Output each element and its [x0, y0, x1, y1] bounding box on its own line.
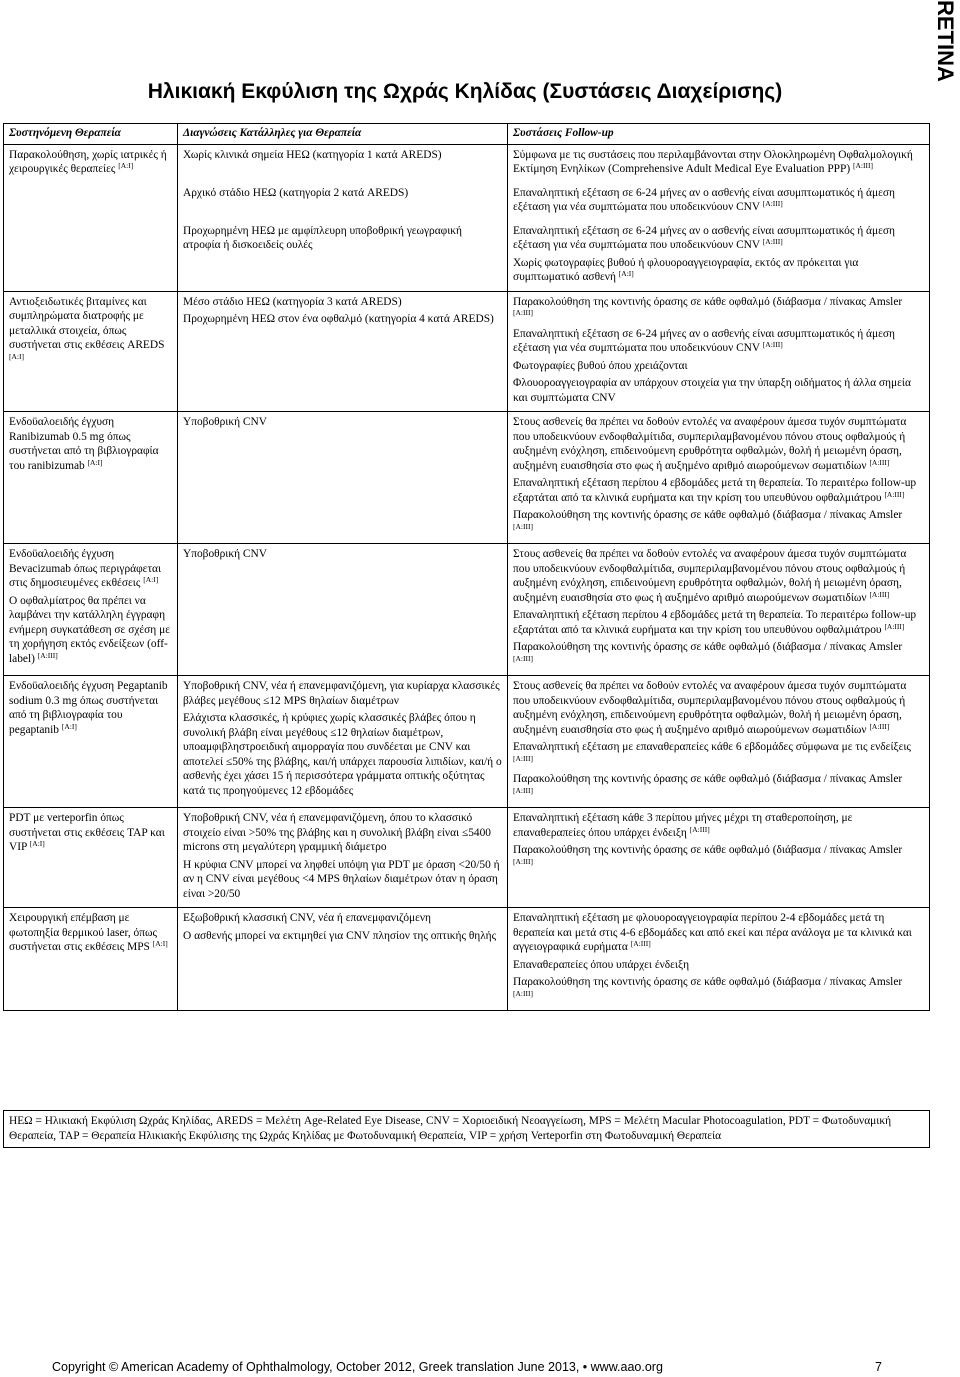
table-row	[4, 183, 930, 221]
table-header-row	[4, 124, 930, 145]
evidence-rating: [A:III]	[869, 589, 890, 599]
management-table	[3, 123, 930, 1011]
paragraph-text: Εξωβοθρική κλασσική CNV, νέα ή επανεμφανιζόμενη	[183, 912, 432, 924]
cell-paragraph	[513, 740, 924, 769]
evidence-rating: [A:I]	[9, 351, 24, 361]
paragraph-text: Επαναληπτική εξέταση με επαναθεραπείες κάθε 6 εβδομάδες σύμφωνα με τις ενδείξεις	[513, 741, 911, 753]
cell-paragraph	[183, 312, 502, 327]
paragraph-text: Φλουοροαγγειογραφία αν υπάρχουν στοιχεία για την ύπαρξη οιδήματος ή άλλα σημεία και συμπτώματα CNV	[513, 377, 911, 404]
evidence-rating: [A:III]	[869, 721, 890, 731]
paragraph-text: Στους ασθενείς θα πρέπει να δοθούν εντολές να αναφέρουν άμεσα τυχόν συμπτώματα που υποδεικνύουν ενδοφθαλμίτιδα, συμπεριλαμβανομένου πόνου στους οφθαλμούς ή αυξημένη ενόχληση, επιδεινούμενη ερυθρότητα οφθαλμών, θολή ή μειωμένη όραση, αυξημένη ευαισθησία στο φως ή αυξημένο αριθμό αιωρούμενων σωματιδίων	[513, 680, 907, 736]
evidence-rating: [A:I]	[618, 269, 634, 278]
paragraph-text: Χειρουργική επέμβαση με φωτοπηξία θερμικού laser, όπως συστήνεται στις εκθέσεις MPS	[9, 912, 157, 953]
cell-paragraph	[513, 224, 924, 253]
cell-paragraph	[513, 640, 924, 669]
cell-paragraph	[183, 711, 502, 798]
cell-paragraph	[513, 911, 924, 955]
cell-paragraph	[183, 929, 502, 944]
diagnosis-cell	[178, 676, 508, 808]
paragraph-text: Ενδοϋαλοειδής έγχυση Bevacizumab όπως περιγράφεται στις δημοσιευμένες εκθέσεις	[9, 548, 162, 589]
cell-paragraph	[513, 256, 924, 285]
table-row	[4, 144, 930, 183]
treatment-cell	[4, 808, 178, 908]
cell-paragraph	[513, 811, 924, 840]
cell-paragraph	[183, 186, 502, 201]
paragraph-text: Παρακολούθηση της κοντινής όρασης σε κάθε οφθαλμό (διάβασμα / πίνακας Amsler	[513, 844, 903, 856]
paragraph-text: Παρακολούθηση, χωρίς ιατρικές ή χειρουργικές θεραπείες	[9, 148, 167, 175]
cell-paragraph	[9, 679, 172, 737]
cell-paragraph	[183, 679, 502, 708]
evidence-rating: [A:I]	[29, 839, 45, 848]
table-row	[4, 808, 930, 908]
diagnosis-cell	[178, 183, 508, 221]
paragraph-text: Χωρίς κλινικά σημεία ΗΕΩ (κατηγορία 1 κατά AREDS)	[183, 148, 442, 161]
paragraph-text: Προχωρημένη ΗΕΩ στον ένα οφθαλμό (κατηγορία 4 κατά AREDS)	[183, 313, 494, 325]
paragraph-text: Η κρύφια CNV μπορεί να ληφθεί υπόψη για PDT με όραση <20/50 ή αν η CNV είναι μεγέθους <4 MPS θηλαίων διαμέτρων όταν η όραση είναι >20/50	[183, 858, 500, 900]
diagnosis-cell	[178, 808, 508, 908]
paragraph-text: Ελάχιστα κλασσικές, ή κρύφιες χωρίς κλασσικές βλάβες όπου η συνολική βλάβη είναι μεγέθους ≤12 θηλαίων διαμέτρων, υποαμφιβληστροειδική αιμορραγία που συνδέεται με CNV και αποτελεί ≤50% της βλάβης, και/ή υπάρχει παρουσία λιπιδίων, και/ή ο ασθενής έχει χάσει 15 ή περισσότερα γράμματα οπτικής οξύτητας κατά τις προηγούμενες 12 εβδομάδες	[183, 712, 502, 797]
paragraph-text: Σύμφωνα με τις συστάσεις που περιλαμβάνονται στην Ολοκληρωμένη Οφθαλμολογική Εκτίμηση Ενηλίκων (Comprehensive Adult Medical Eye Evaluation PPP)	[513, 148, 913, 175]
paragraph-text: Φωτογραφίες βυθού όπου χρειάζονται	[513, 359, 688, 372]
diagnosis-cell	[178, 412, 508, 544]
follow-up-cell	[508, 221, 930, 292]
treatment-cell	[4, 908, 178, 1011]
evidence-rating: [A:III]	[513, 753, 533, 763]
paragraph-text: Παρακολούθηση της κοντινής όρασης σε κάθε οφθαλμό (διάβασμα / πίνακας Amsler	[513, 509, 903, 521]
cell-paragraph	[9, 911, 172, 955]
evidence-rating: [A:III]	[37, 650, 58, 660]
paragraph-text: Επαναληπτική εξέταση κάθε 3 περίπου μήνες μέχρι τη σταθεροποίηση, με επαναθεραπείες όπου υπάρχει ένδειξη	[513, 812, 853, 839]
cell-paragraph	[513, 608, 924, 637]
cell-paragraph	[513, 148, 924, 177]
evidence-rating: [A:I]	[87, 457, 103, 467]
follow-up-cell	[508, 676, 930, 808]
cell-paragraph	[183, 911, 502, 926]
cell-paragraph	[183, 858, 502, 902]
diagnosis-cell	[178, 144, 508, 183]
paragraph-text: Παρακολούθηση της κοντινής όρασης σε κάθε οφθαλμό (διάβασμα / πίνακας Amsler	[513, 773, 903, 785]
evidence-rating: [A:III]	[513, 653, 533, 663]
evidence-rating: [A:III]	[513, 785, 533, 795]
evidence-rating: [A:III]	[762, 199, 783, 208]
cell-paragraph	[513, 415, 924, 473]
follow-up-cell	[508, 412, 930, 544]
evidence-rating: [A:III]	[869, 457, 890, 467]
treatment-cell	[4, 544, 178, 676]
paragraph-text: Παρακολούθηση της κοντινής όρασης σε κάθε οφθαλμό (διάβασμα / πίνακας Amsler	[513, 976, 903, 988]
cell-paragraph	[9, 415, 172, 473]
evidence-rating: [A:I]	[118, 161, 134, 170]
page-number: 7	[875, 1360, 882, 1374]
cell-paragraph	[183, 415, 502, 430]
evidence-rating: [A:III]	[689, 824, 710, 834]
follow-up-cell	[508, 183, 930, 221]
abbreviations-note: ΗΕΩ = Ηλικιακή Εκφύλιση Ωχράς Κηλίδας, AREDS = Μελέτη Age-Related Eye Disease, CNV = Χοριοειδική Νεοαγγείωση, MPS = Μελέτη Macular Photocoagulation, PDT = Φωτοδυναμική Θεραπεία, TAP = Θεραπεία Ηλικιακής Εκφύλισης της Ωχράς Κηλίδας με Φωτοδυναμική Θεραπεία, VIP = χρήση Verteporfin στη Φωτοδυναμική Θεραπεία	[3, 1110, 930, 1148]
evidence-rating: [A:I]	[61, 721, 77, 731]
evidence-rating: [A:III]	[853, 161, 874, 170]
paragraph-text: Ενδοϋαλοειδής έγχυση Ranibizumab 0.5 mg όπως συστήνεται από τη βιβλιογραφία του ranibizumab	[9, 416, 159, 472]
diagnosis-cell	[178, 221, 508, 292]
treatment-cell	[4, 291, 178, 412]
treatment-cell	[4, 676, 178, 808]
paragraph-text: Επαναληπτική εξέταση σε 6-24 μήνες αν ο ασθενής είναι ασυμπτωματικός ή άμεση εξέταση για νέα συμπτώματα που υποδεικνύουν CNV	[513, 224, 895, 251]
cell-paragraph	[513, 679, 924, 737]
cell-paragraph	[513, 958, 924, 973]
evidence-rating: [A:III]	[762, 237, 783, 246]
table-row	[4, 291, 930, 412]
treatment-cell	[4, 144, 178, 183]
paragraph-text: Υποβοθρική CNV	[183, 416, 267, 428]
paragraph-text: Αντιοξειδωτικές βιταμίνες και συμπληρώματα διατροφής με μεταλλικά στοιχεία, όπως συστήνεται στις εκθέσεις AREDS	[9, 295, 165, 351]
treatment-cell	[4, 221, 178, 292]
evidence-rating: [A:I]	[143, 575, 159, 584]
evidence-rating: [A:III]	[513, 308, 533, 317]
table-row	[4, 412, 930, 544]
header-recommended-treatment: Συστηνόμενη Θεραπεία	[4, 124, 178, 145]
paragraph-text: Επαναληπτική εξέταση με φλουοροαγγειογραφία περίπου 2-4 εβδομάδες μετά τη θεραπεία και μετά στις 4-6 εβδομάδες και από εκεί και πέρα ανάλογα με τα κλινικά και αγγειογραφικά ευρήματα	[513, 912, 912, 953]
follow-up-cell	[508, 808, 930, 908]
header-diagnoses: Διαγνώσεις Κατάλληλες για Θεραπεία	[178, 124, 508, 145]
cell-paragraph	[9, 594, 172, 667]
paragraph-text: Υποβοθρική CNV	[183, 548, 267, 560]
page-footer	[52, 1360, 882, 1374]
paragraph-text: Ο οφθαλμίατρος θα πρέπει να λαμβάνει την κατάλληλη έγγραφη ενήμερη συγκατάθεση σε σχέση με τη χορήγηση εκτός ενδείξεων (off-label)	[9, 594, 171, 665]
cell-paragraph	[183, 295, 502, 310]
table-row	[4, 908, 930, 1011]
paragraph-text: Ενδοϋαλοειδής έγχυση Pegaptanib sodium 0.3 mg όπως συστήνεται από τη βιβλιογραφία του pegaptanib	[9, 680, 168, 736]
cell-paragraph	[513, 772, 924, 801]
header-follow-up: Συστάσεις Follow-up	[508, 124, 930, 145]
follow-up-cell	[508, 291, 930, 412]
evidence-rating: [A:III]	[762, 340, 783, 349]
table-row	[4, 676, 930, 808]
evidence-rating: [A:III]	[630, 939, 651, 948]
follow-up-cell	[508, 144, 930, 183]
cell-paragraph	[513, 476, 924, 505]
paragraph-text: Στους ασθενείς θα πρέπει να δοθούν εντολές να αναφέρουν άμεσα τυχόν συμπτώματα που υποδεικνύουν ενδοφθαλμίτιδα, συμπεριλαμβανομένου πόνου στους οφθαλμούς ή αυξημένη ενόχληση, επιδεινούμενη ερυθρότητα οφθαλμών, θολή ή μειωμένη όραση, αυξημένη ευαισθησία στο φως ή αυξημένο αριθμό αιωρούμενων σωματιδίων	[513, 548, 907, 604]
cell-paragraph	[513, 975, 924, 1004]
evidence-rating: [A:I]	[152, 939, 168, 948]
table-row	[4, 544, 930, 676]
paragraph-text: Ο ασθενής μπορεί να εκτιμηθεί για CNV πλησίον της οπτικής θηλής	[183, 929, 497, 942]
evidence-rating: [A:III]	[884, 489, 905, 499]
copyright-text: Copyright © American Academy of Ophthalmology, October 2012, Greek translation June 2013, • www.aao.org	[52, 1360, 663, 1374]
cell-paragraph	[513, 327, 924, 356]
paragraph-text: Παρακολούθηση της κοντινής όρασης σε κάθε οφθαλμό (διάβασμα / πίνακας Amsler	[513, 295, 903, 308]
paragraph-text: PDT με verteporfin όπως συστήνεται στις εκθέσεις TAP και VIP	[9, 812, 165, 853]
follow-up-cell	[508, 908, 930, 1011]
paragraph-text: Προχωρημένη ΗΕΩ με αμφίπλευρη υποβοθρική γεωγραφική ατροφία ή δισκοειδείς ουλές	[183, 224, 462, 251]
cell-paragraph	[9, 547, 172, 591]
cell-paragraph	[183, 547, 502, 562]
cell-paragraph	[183, 811, 502, 855]
evidence-rating: [A:III]	[513, 521, 533, 531]
diagnosis-cell	[178, 291, 508, 412]
paragraph-text: Αρχικό στάδιο ΗΕΩ (κατηγορία 2 κατά AREDS)	[183, 186, 409, 199]
cell-paragraph	[183, 224, 502, 253]
paragraph-text: Επαναληπτική εξέταση περίπου 4 εβδομάδες μετά τη θεραπεία. Το περαιτέρω follow-up εξαρτάται από τα κλινικά ευρήματα και την κρίση του υπευθύνου οφθαλμιάτρου	[513, 477, 917, 504]
treatment-cell	[4, 183, 178, 221]
paragraph-text: Επαναληπτική εξέταση περίπου 4 εβδομάδες μετά τη θεραπεία. Το περαιτέρω follow-up εξαρτάται από τα κλινικά ευρήματα και την κρίση του υπευθύνου οφθαλμιάτρου	[513, 609, 917, 636]
page-title: Ηλικιακή Εκφύλιση της Ωχράς Κηλίδας (Συστάσεις Διαχείρισης)	[147, 80, 783, 103]
paragraph-text: Υποβοθρική CNV, νέα ή επανεμφανιζόμενη, όπου το κλασσικό στοιχείο είναι >50% της βλάβης και η συνολική βλάβη είναι ≤5400 microns στη μεγαλύτερη γραμμική διάμετρο	[183, 812, 491, 853]
paragraph-text: Επαναληπτική εξέταση σε 6-24 μήνες αν ο ασθενής είναι ασυμπτωματικός ή άμεση εξέταση για νέα συμπτώματα που υποδεικνύουν CNV	[513, 186, 895, 213]
paragraph-text: Μέσο στάδιο ΗΕΩ (κατηγορία 3 κατά AREDS)	[183, 295, 402, 308]
paragraph-text: Επαναληπτική εξέταση σε 6-24 μήνες αν ο ασθενής είναι ασυμπτωματικός ή άμεση εξέταση για νέα συμπτώματα που υποδεικνύουν CNV	[513, 327, 895, 354]
cell-paragraph	[513, 186, 924, 215]
cell-paragraph	[513, 508, 924, 537]
cell-paragraph	[513, 295, 924, 324]
cell-paragraph	[9, 811, 172, 855]
cell-paragraph	[513, 547, 924, 605]
evidence-rating: [A:III]	[513, 988, 533, 998]
paragraph-text: Υποβοθρική CNV, νέα ή επανεμφανιζόμενη, για κυρίαρχα κλασσικές βλάβες μεγέθους ≤12 MPS θηλαίων διαμέτρων	[183, 680, 500, 707]
section-label: RETINA	[933, 0, 958, 82]
evidence-rating: [A:III]	[884, 621, 905, 631]
diagnosis-cell	[178, 544, 508, 676]
cell-paragraph	[513, 376, 924, 405]
table-row	[4, 221, 930, 292]
evidence-rating: [A:III]	[513, 856, 533, 866]
cell-paragraph	[183, 148, 502, 163]
cell-paragraph	[513, 359, 924, 374]
treatment-cell	[4, 412, 178, 544]
paragraph-text: Επαναθεραπείες όπου υπάρχει ένδειξη	[513, 958, 690, 971]
cell-paragraph	[9, 148, 172, 177]
follow-up-cell	[508, 544, 930, 676]
paragraph-text: Στους ασθενείς θα πρέπει να δοθούν εντολές να αναφέρουν άμεσα τυχόν συμπτώματα που υποδεικνύουν ενδοφθαλμίτιδα, συμπεριλαμβανομένου πόνου στους οφθαλμούς ή αυξημένη ενόχληση, επιδεινούμενη ερυθρότητα οφθαλμών, θολή ή μειωμένη όραση, αυξημένη ευαισθησία στο φως ή αυξημένο αριθμό αιωρούμενων σωματιδίων	[513, 416, 907, 472]
paragraph-text: Παρακολούθηση της κοντινής όρασης σε κάθε οφθαλμό (διάβασμα / πίνακας Amsler	[513, 641, 903, 653]
cell-paragraph	[513, 843, 924, 872]
diagnosis-cell	[178, 908, 508, 1011]
paragraph-text: Χωρίς φωτογραφίες βυθού ή φλουοροαγγειογραφία, εκτός αν πρόκειται για συμπτωματικό ασθενή	[513, 256, 859, 283]
cell-paragraph	[9, 295, 172, 368]
